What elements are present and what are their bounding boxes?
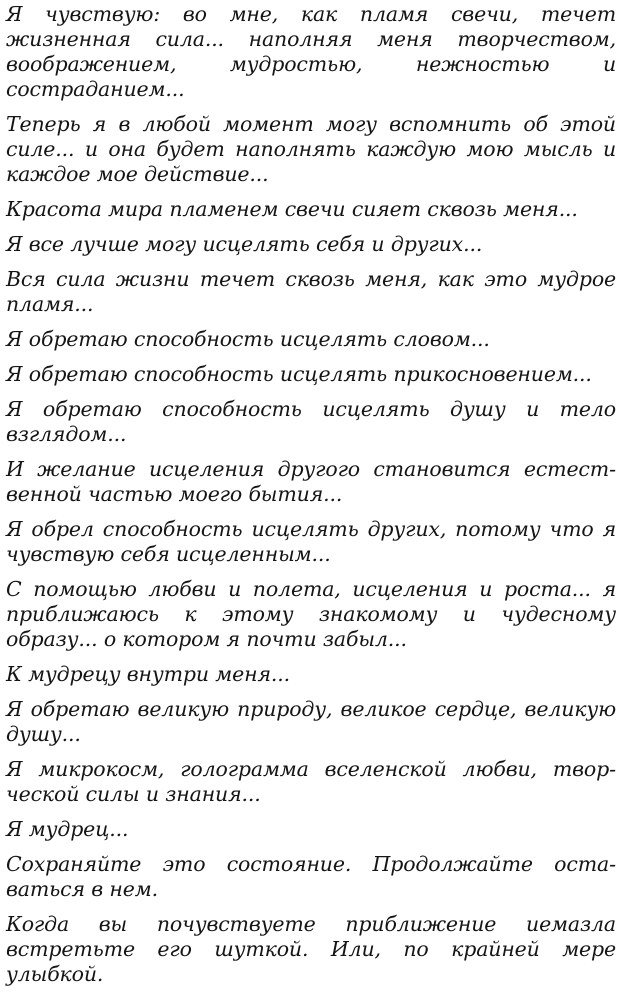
paragraph-3: Красота мира пламенем свечи сияет сквозь меня... [6,197,578,221]
paragraph-2: Теперь я в любой момент могу вспомнить об этой силе... и она будет наполнять каждую мою мысль и каждое мое действие... [6,112,616,186]
paragraph-7: Я обретаю способность исцелять прикосновением... [6,362,592,386]
paragraph-8: Я обретаю способность исцелять душу и тело взглядом... [6,397,616,446]
paragraph-15: Я мудрец... [6,817,129,841]
paragraph-13: Я обретаю великую природу, великое сердце, великую душу... [6,697,616,746]
paragraph-1: Я чувствую: во мне, как пламя свечи, течет жизненная сила... наполняя меня творчеством, воображением, мудростью, нежностью и состраданием... [6,2,616,101]
paragraph-11: С помощью любви и полета, исцеления и роста... я приближаюсь к этому знакомому и чудесному образу... о котором я почти забыл... [6,577,616,651]
paragraph-10: Я обрел способность исцелять других, потому что я чувствую себя исцеленным... [6,517,616,566]
paragraph-16: Сохраняйте это состояние. Продолжайте оставаться в нем. [6,852,616,901]
paragraph-6: Я обретаю способность исцелять словом... [6,327,490,351]
paragraph-5: Вся сила жизни течет сквозь меня, как это мудрое пламя... [6,267,616,316]
paragraph-14: Я микрокосм, голограмма вселенской любви, творческой силы и знания... [6,757,616,806]
paragraph-17: Когда вы почувствуете приближение иемазла встретьте его шуткой. Или, по крайней мере улыбкой. [6,912,616,986]
paragraph-9: И желание исцеления другого становится естественной частью моего бытия... [6,457,616,506]
paragraph-12: К мудрецу внутри меня... [6,662,290,686]
paragraph-4: Я все лучше могу исцелять себя и других... [6,232,483,256]
